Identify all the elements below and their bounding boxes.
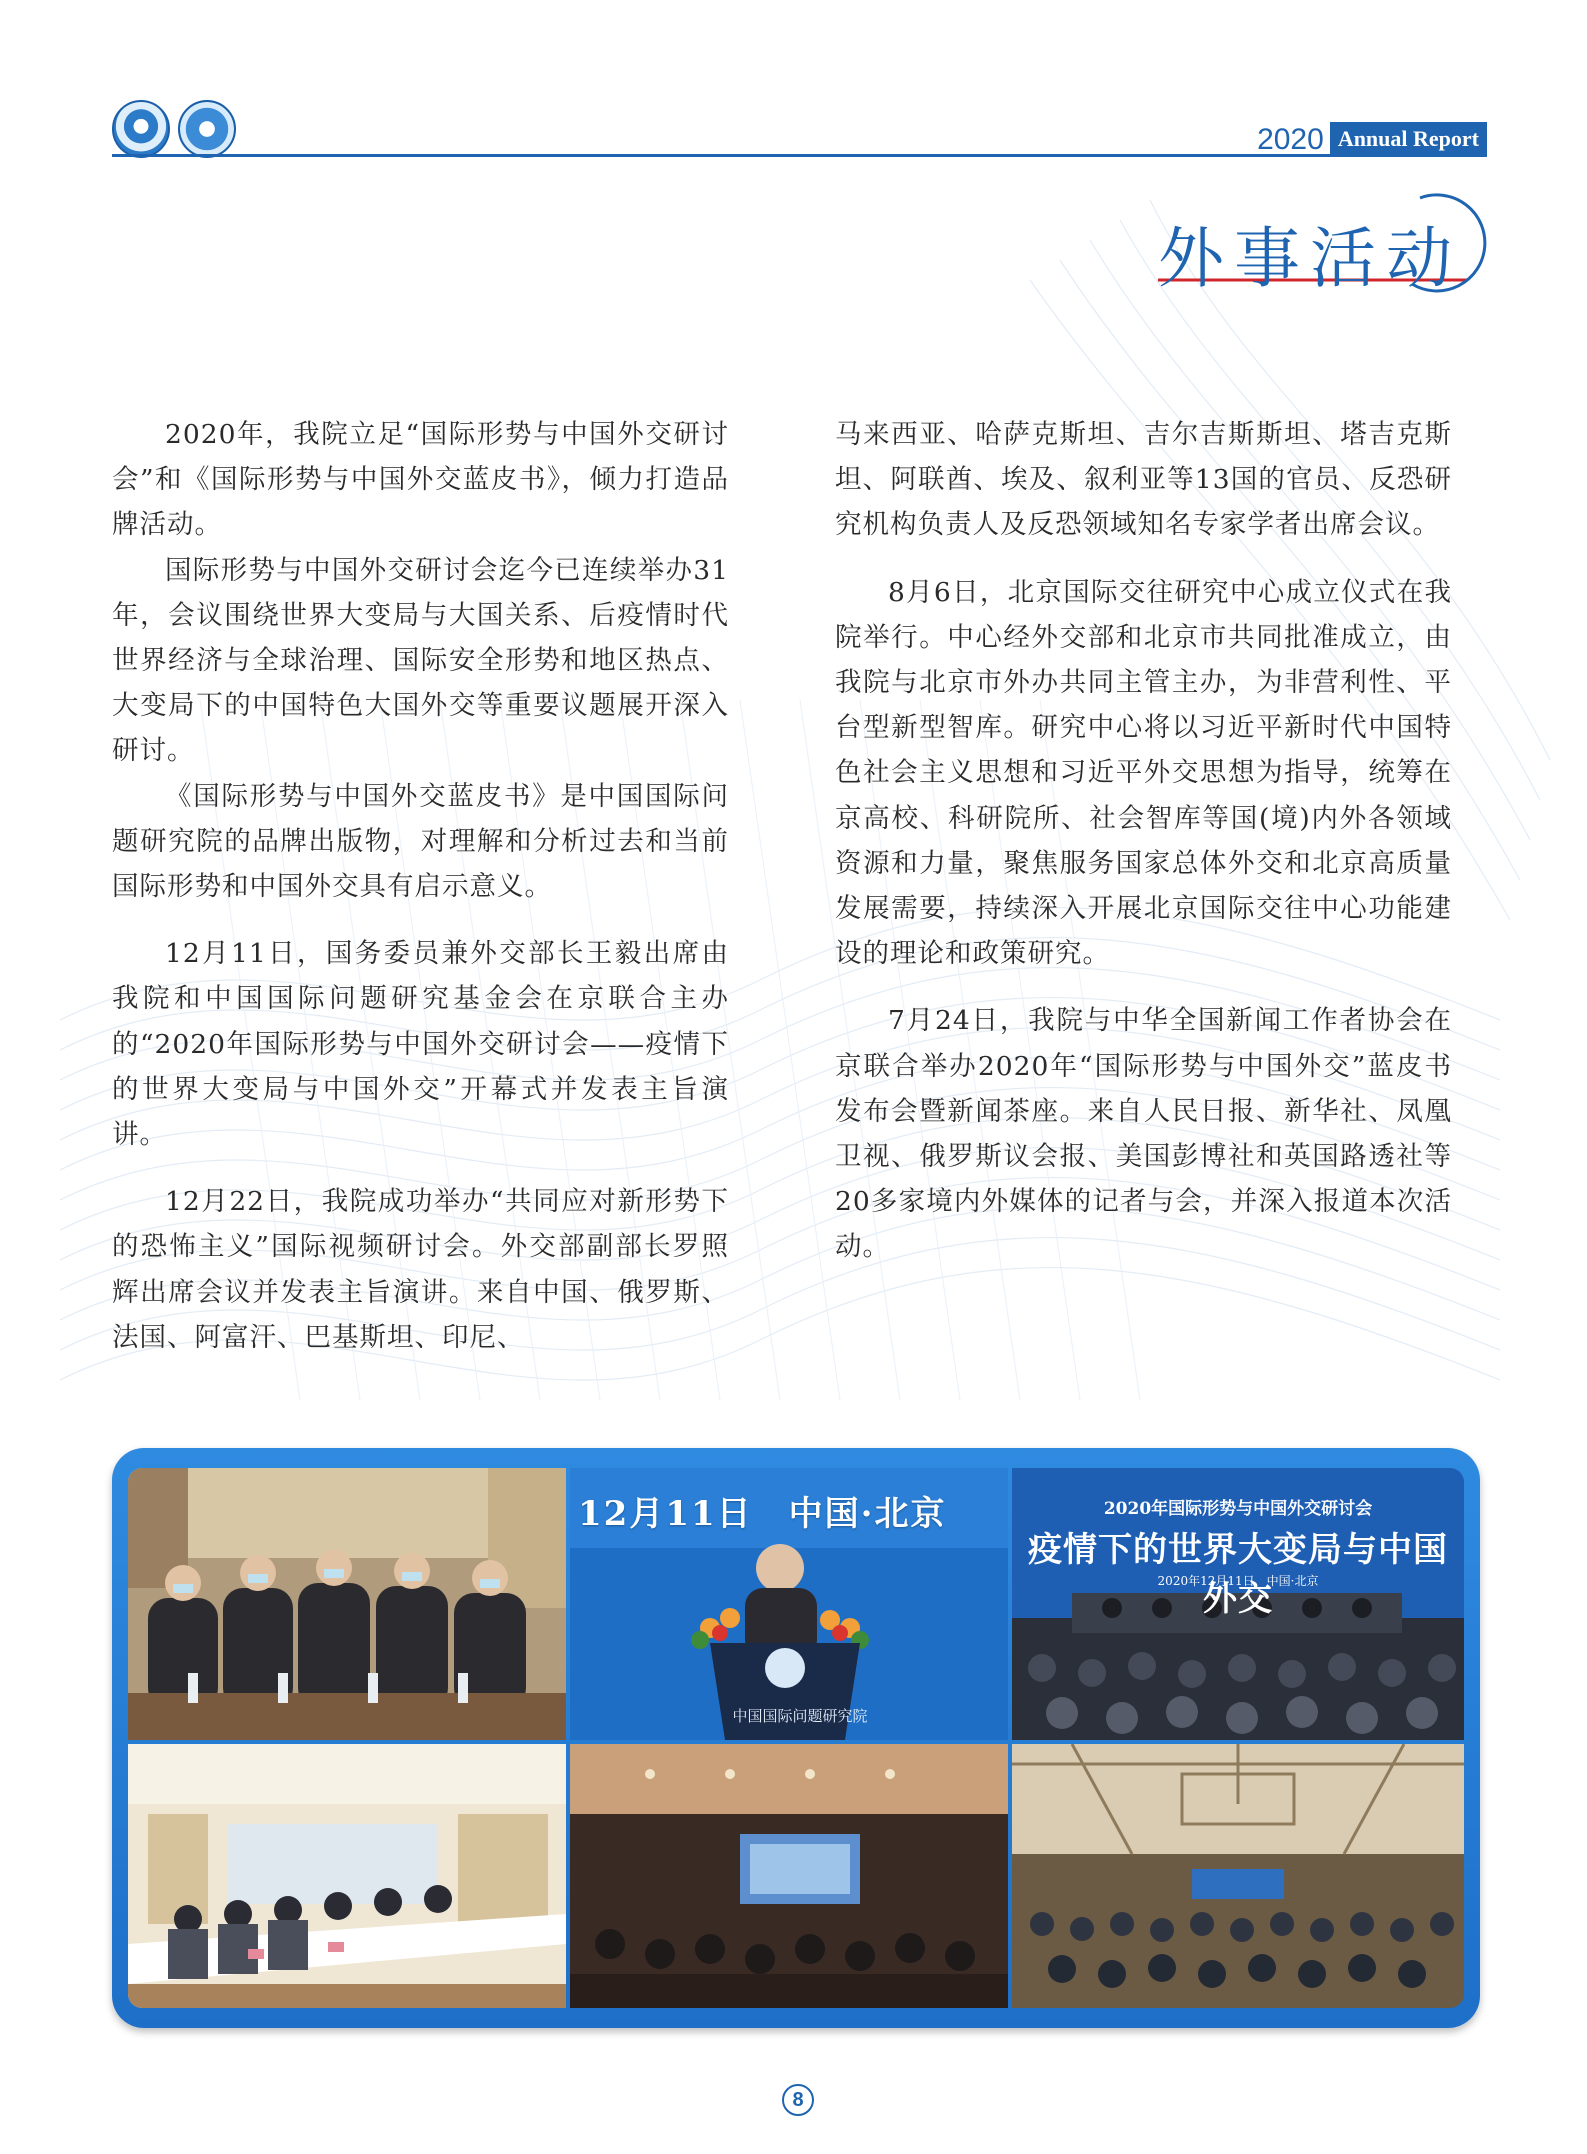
paragraph: 12月11日，国务委员兼外交部长王毅出席由我院和中国国际问题研究基金会在京联合主办的“2020年国际形势与中国外交研讨会——疫情下的世界大变局与中国外交”开幕式并发表主旨演讲。 [112, 938, 729, 1151]
photo-collage-frame [112, 1448, 1480, 2028]
photo-audience-applauding [128, 1468, 566, 1740]
forum-banner-title: 2020年国际形势与中国外交研讨会 [1103, 1499, 1373, 1519]
section-title: 外事活动 [1158, 220, 1462, 297]
paragraph: 国际形势与中国外交研讨会迄今已连续举办31年，会议围绕世界大变局与大国关系、后疫情时代世界经济与全球治理、国际安全形势和地区热点、大变局下的中国特色大国外交等重要议题展开深入研讨。 [112, 554, 729, 767]
institute-logo-icon [112, 100, 170, 158]
page-number: 8 [782, 2084, 814, 2116]
report-year: 2020 [1257, 123, 1324, 156]
photo-hall-screen [570, 1744, 1008, 2008]
photo-speaker-lectern [570, 1468, 1008, 1740]
paragraph: 《国际形势与中国外交蓝皮书》是中国国际问题研究院的品牌出版物，对理解和分析过去和当前国际形势和中国外交具有启示意义。 [112, 780, 729, 903]
report-label: Annual Report [1330, 122, 1487, 156]
paragraph: 7月24日，我院与中华全国新闻工作者协会在京联合举办2020年“国际形势与中国外交”蓝皮书发布会暨新闻茶座。来自人民日报、新华社、凤凰卫视、俄罗斯议会报、美国彭博社和英国路透社等20多家境内外媒体的记者与会，并深入报道本次活动。 [835, 1005, 1452, 1263]
paragraph: 12月22日，我院成功举办“共同应对新形势下的恐怖主义”国际视频研讨会。外交部副部长罗照辉出席会议并发表主旨演讲。来自中国、俄罗斯、法国、阿富汗、巴基斯坦、印尼、 [112, 1186, 729, 1353]
left-text-column [112, 412, 729, 1360]
right-text-column [835, 412, 1452, 1270]
photo-grand-ballroom [1012, 1744, 1464, 2008]
photo-conference-room [128, 1744, 566, 2008]
lectern-text: 中国国际问题研究院 [732, 1707, 868, 1725]
paragraph: 8月6日，北京国际交往研究中心成立仪式在我院举行。中心经外交部和北京市共同批准成立，由我院与北京市外办共同主管主办，为非营利性、平台型新型智库。研究中心将以习近平新时代中国特色社会主义思想和习近平外交思想为指导，统筹在京高校、科研院所、社会智库等国(境)内外各领域资源和力量，聚焦服务国家总体外交和北京高质量发展需要，持续深入开展北京国际交往中心功能建设的理论和政策研究。 [835, 576, 1452, 970]
photo-forum-stage [1012, 1468, 1464, 1740]
paragraph: 2020年，我院立足“国际形势与中国外交研讨会”和《国际形势与中国外交蓝皮书》，倾力打造品牌活动。 [112, 419, 729, 541]
paragraph: 马来西亚、哈萨克斯坦、吉尔吉斯斯坦、塔吉克斯坦、阿联酋、埃及、叙利亚等13国的官员、反恐研究机构负责人及反恐领域知名专家学者出席会议。 [835, 419, 1452, 541]
photo-banner-text: 12月11日 中国·北京 [578, 1494, 947, 1534]
forum-banner-theme: 疫情下的世界大变局与中国外交 [1028, 1530, 1448, 1619]
annual-report-tag [1257, 122, 1487, 156]
header-logos [112, 100, 236, 158]
globe-seal-icon [178, 100, 236, 158]
photo-grid [128, 1468, 1464, 2008]
forum-banner-date: 2020年12月11日 中国·北京 [1157, 1574, 1319, 1588]
